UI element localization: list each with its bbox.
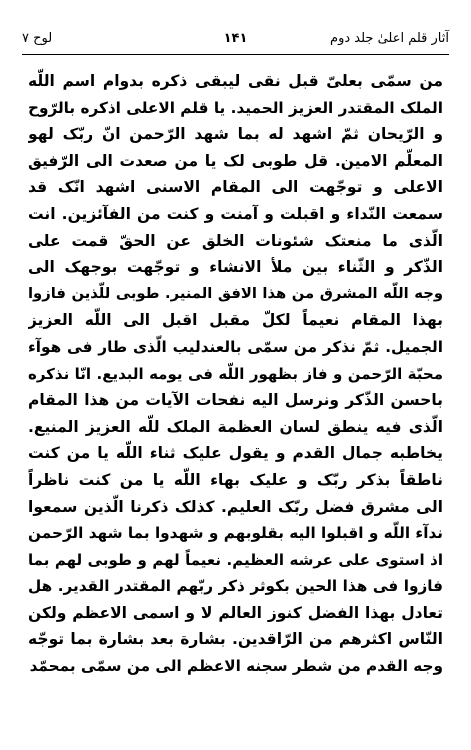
tablet-number: لوح ۷ [22, 31, 53, 46]
page-header [22, 28, 449, 50]
text-line: النّاس اکثرهم من الرّاقدین. بشارة بعد بشارة بما توجّه [28, 630, 443, 649]
text-line: ناطقاً بذکر ربّک و علیک بهاء اللّه یا من کنت ناظراً [28, 470, 443, 489]
book-title: آثار قلم اعلیٰ جلد دوم [330, 31, 449, 46]
text-line: المعلّم الامین. قل طوبی لک یا من صعدت الی الرّفیق [28, 151, 443, 170]
body-text [28, 68, 443, 740]
text-line: سمعت النّداء و اقبلت و آمنت و کنت من الفآئزین. انت [28, 204, 443, 223]
text-line: باحسن الذّکر ونرسل الیه نفحات الآیات من هذا المقام [28, 391, 443, 410]
text-line: محبّة الرّحمن و فاز بظهور اللّه فی یومه البدیع. انّا نذکره [28, 364, 443, 383]
text-line: اذ استوی علی عرشه العظیم. نعیماً لهم و طوبی لهم بما [28, 550, 443, 569]
text-line: ندآء اللّه و اقبلوا الیه بقلوبهم و شهدوا بما شهد الرّحمن [28, 524, 443, 543]
text-line: وجه القدم من شطر سجنه الاعظم الی من سمّی بمحمّد [29, 657, 443, 676]
text-line: تعادل بهذا الفضل کنوز العالم لا و اسمی الاعظم ولکن [28, 603, 443, 622]
text-line: من سمّی بعلیّ قبل نقی لیبقی ذکره بدوام اسم اللّه [28, 72, 443, 90]
text-line: وجه اللّه المشرق من هذا الافق المنیر. طوبی للّذین فازوا [28, 284, 443, 302]
text-line: الذّکر و الثّناء بین ملأ الانشاء و توجّهت بوجهک الی [28, 258, 443, 277]
page-number: ۱۴۱ [223, 31, 248, 46]
header-rule [22, 54, 449, 55]
text-line: و الرّیحان ثمّ اشهد له بما شهد الرّحمن انّ ربّک لهو [28, 125, 443, 144]
text-line: فازوا فی هذا الحین بکوثر ذکر ربّهم المقتدر القدیر. هل [28, 577, 443, 596]
text-line: الاعلی و توجّهت الی المقام الاسنی اشهد انّک قد [28, 178, 443, 197]
text-line: یخاطبه جمال القدم و یقول علیک ثناء اللّه یا من کنت [28, 444, 443, 463]
text-line: الّذی ما منعتک شئونات الخلق عن الحقّ قمت علی [28, 231, 443, 250]
text-line: الی مشرق فضل ربّک العلیم. کذلک ذکرنا الّذین سمعوا [28, 497, 443, 516]
text-line: الجمیل. ثمّ نذکر من سمّی بالعندلیب الّذی طار فی هوآء [28, 337, 443, 356]
text-line: بهذا المقام نعیماً لکلّ مقبل اقبل الی اللّه العزیز [28, 311, 443, 330]
text-line: الّذی فیه ینطق لسان العظمة الملک للّه العزیز المنیع. [28, 417, 443, 436]
text-line: الملک المقتدر العزیز الحمید. یا قلم الاعلی اذکره بالرّوح [28, 98, 443, 117]
